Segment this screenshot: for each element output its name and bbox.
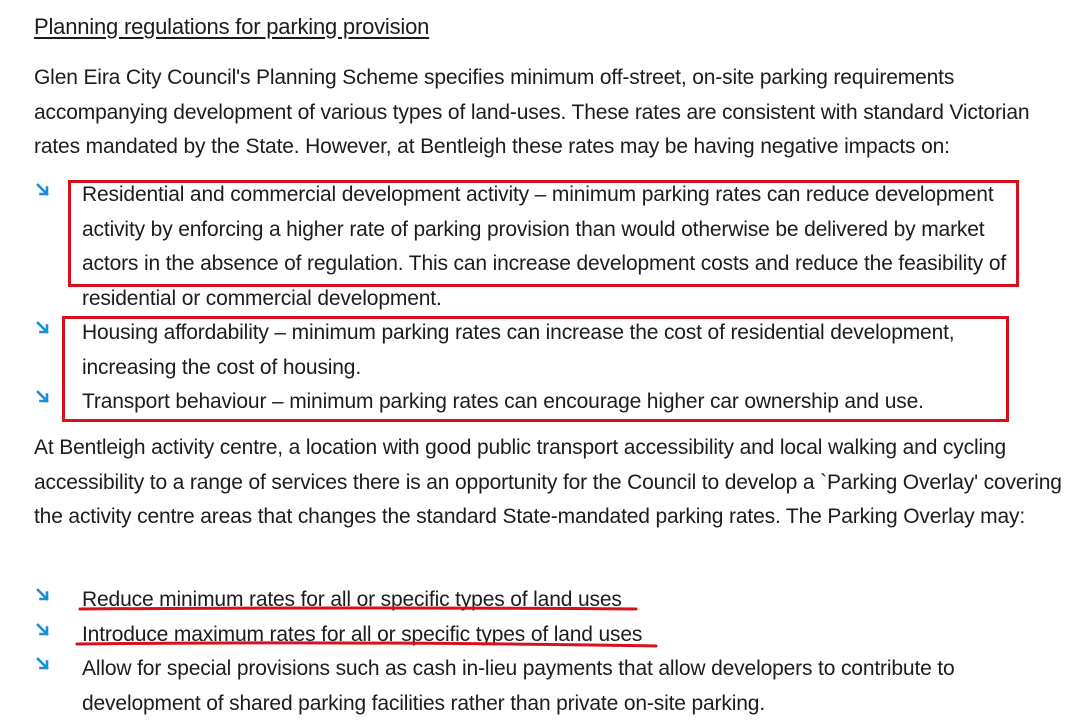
arrow-down-right-icon (36, 623, 50, 637)
section-heading: Planning regulations for parking provision (34, 14, 430, 39)
overlay-options-list (34, 583, 1034, 721)
arrow-down-right-icon (36, 390, 50, 404)
impacts-list (34, 178, 1034, 420)
arrow-down-right-icon (36, 183, 50, 197)
overlay-paragraph: At Bentleigh activity centre, a location with good public transport accessibility and local walking and cycling accessibility to a range of services there is an opportunity for the Council to develop a `Parking Overlay' covering the activity centre areas that changes the standard State-mandated parking rates. The Parking Overlay may: (34, 436, 1062, 528)
list-item (34, 583, 1034, 618)
arrow-down-right-icon (36, 588, 50, 602)
impact-text: Housing affordability – minimum parking rates can increase the cost of residential development, increasing the cost of housing. (82, 321, 955, 379)
impact-text: Residential and commercial development activity – minimum parking rates can reduce development activity by enforcing a higher rate of parking provision than would otherwise be delivered by market actors in the absence of regulation. This can increase development costs and reduce the feasibility of residential or commercial development. (82, 183, 1007, 310)
intro-paragraph: Glen Eira City Council's Planning Scheme specifies minimum off-street, on-site parking requirements accompanying development of various types of land-uses. These rates are consistent with standard Victorian rates mandated by the State. However, at Bentleigh these rates may be having negative impacts on: (34, 66, 1030, 158)
option-text: Reduce minimum rates for all or specific types of land uses (82, 588, 622, 611)
impact-text: Transport behaviour – minimum parking rates can encourage higher car ownership and use. (82, 390, 924, 413)
option-text: Introduce maximum rates for all or specific types of land uses (82, 622, 643, 646)
option-text: Allow for special provisions such as cash in-lieu payments that allow developers to contribute to development of shared parking facilities rather than private on-site parking. (82, 657, 955, 715)
arrow-down-right-icon (36, 321, 50, 335)
list-item (34, 385, 1034, 420)
list-item (34, 316, 1034, 385)
list-item (34, 178, 1034, 316)
arrow-down-right-icon (36, 657, 50, 671)
list-item (34, 652, 1034, 721)
list-item (34, 618, 1034, 653)
